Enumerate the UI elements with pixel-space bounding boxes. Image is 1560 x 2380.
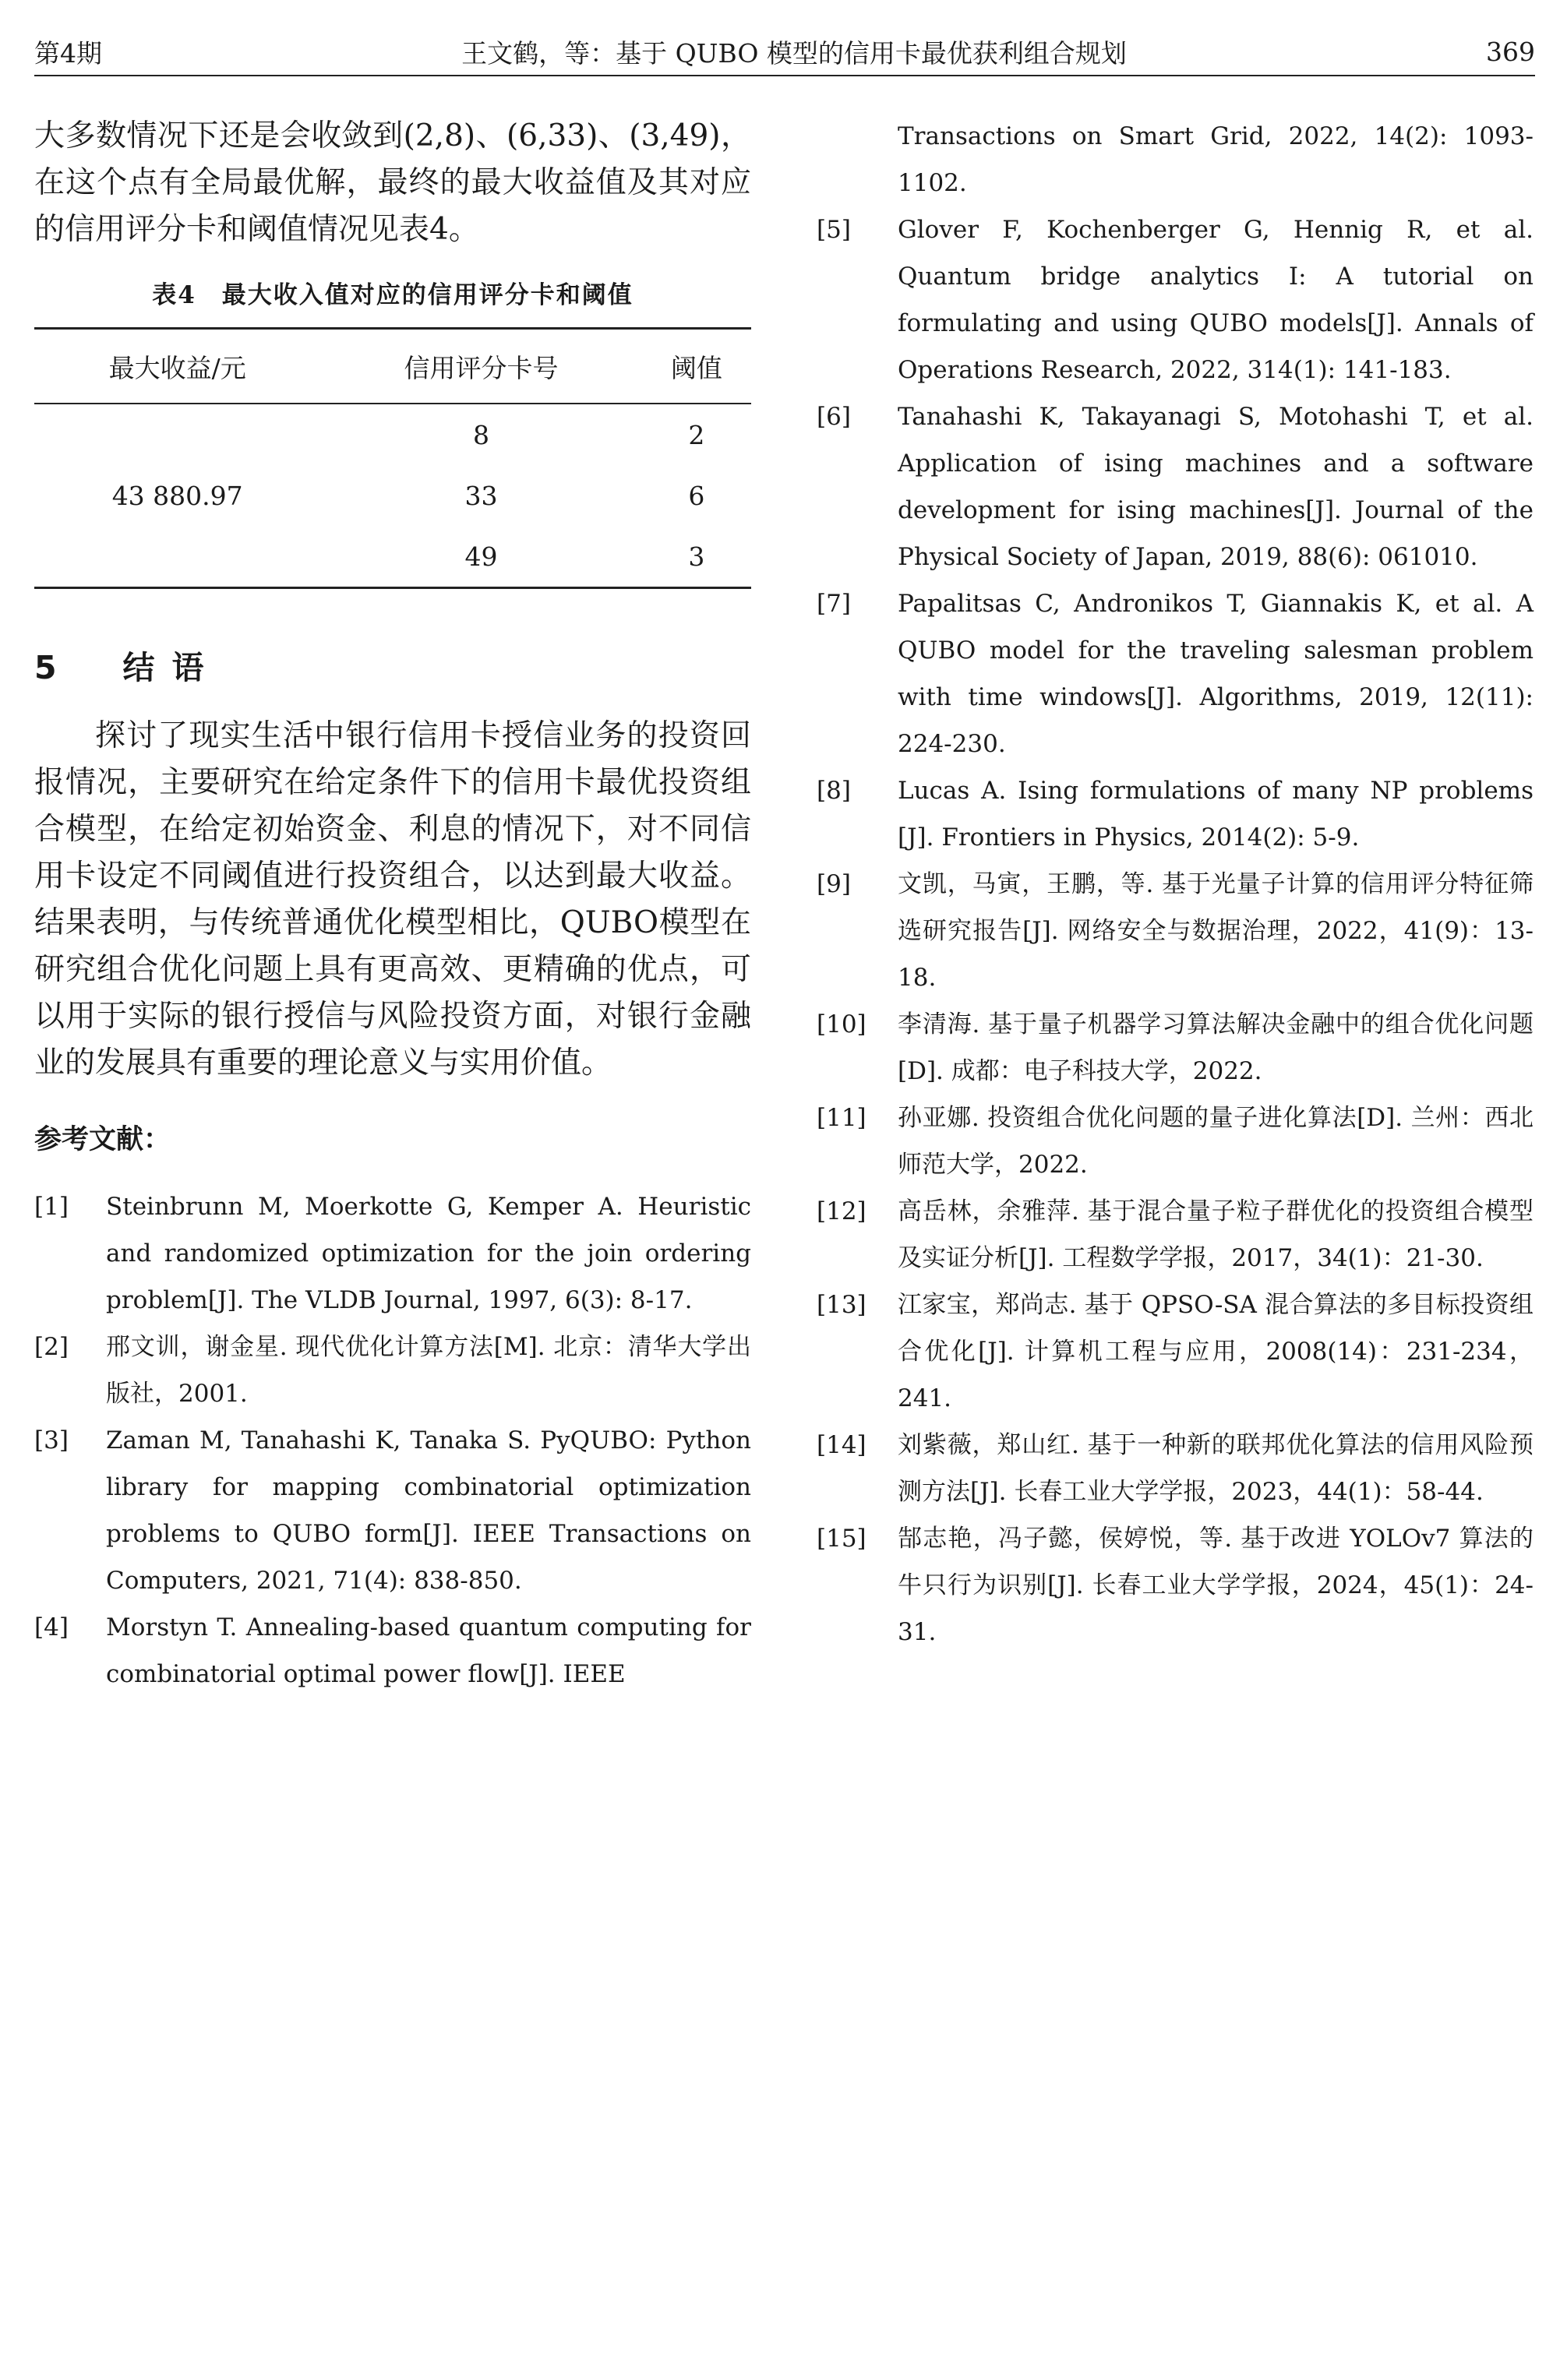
- max-profit-cell: 43 880.97: [111, 480, 243, 511]
- reference-item: [817, 1001, 1534, 1095]
- reference-item: [817, 1515, 1534, 1655]
- header-threshold: 阈值: [670, 352, 722, 383]
- section-heading: 5 结语: [34, 649, 221, 686]
- reference-number: [6]: [817, 403, 851, 431]
- issue-number: 第4期: [34, 37, 102, 69]
- reference-item: [817, 861, 1534, 1001]
- reference-item: [817, 206, 1534, 393]
- reference-number: [5]: [817, 216, 851, 244]
- reference-item: [817, 393, 1534, 580]
- reference-text: Papalitsas C, Andronikos T, Giannakis K, et al. A QUBO model for the traveling salesman problem with time windows[J]. Algorithms, 2019, 12(11): 224-230.: [898, 590, 1534, 758]
- page-header: [34, 28, 1535, 76]
- header-card-number: 信用评分卡号: [404, 352, 559, 383]
- table-row: [34, 404, 751, 465]
- reference-text: Morstyn T. Annealing-based quantum computing for combinatorial optimal power flow[J]. IEEE: [106, 1613, 751, 1688]
- reference-item: [817, 1095, 1534, 1188]
- reference-item: [34, 1417, 751, 1604]
- reference-item: [817, 1422, 1534, 1515]
- threshold-cell: 6: [688, 480, 705, 511]
- card-cell: 33: [464, 480, 498, 511]
- reference-number: [1]: [34, 1193, 69, 1221]
- page-number: 369: [1486, 36, 1535, 67]
- left-column: [34, 113, 751, 1698]
- reference-text: 江家宝，郑尚志. 基于 QPSO-SA 混合算法的多目标投资组合优化[J]. 计算机工程与应用，2008(14)：231-234，241.: [898, 1291, 1534, 1412]
- reference-number: [3]: [34, 1426, 69, 1454]
- references-heading: 参考文献：: [34, 1124, 171, 1155]
- conclusion-paragraph: 探讨了现实生活中银行信用卡授信业务的投资回报情况，主要研究在给定条件下的信用卡最优投资组合模型，在给定初始资金、利息的情况下，对不同信用卡设定不同阈值进行投资组合，以达到最大收益。结果表明，与传统普通优化模型相比，QUBO模型在研究组合优化问题上具有更高效、更精确的优点，可以用于实际的银行授信与风险投资方面，对银行金融业的发展具有重要的理论意义与实用价值。: [34, 718, 751, 1081]
- reference-text: 李清海. 基于量子机器学习算法解决金融中的组合优化问题[D]. 成都：电子科技大学，2022.: [898, 1010, 1534, 1085]
- reference-number: [13]: [817, 1291, 866, 1319]
- right-column: [817, 113, 1534, 1655]
- reference-text: 高岳林，余雅萍. 基于混合量子粒子群优化的投资组合模型及实证分析[J]. 工程数学学报，2017，34(1)：21-30.: [898, 1197, 1534, 1272]
- threshold-cell: 3: [688, 541, 705, 572]
- reference-text: Transactions on Smart Grid, 2022, 14(2): 1093-1102.: [898, 122, 1534, 197]
- reference-number: [4]: [34, 1613, 69, 1641]
- reference-text: Tanahashi K, Takayanagi S, Motohashi T, et al. Application of ising machines and a software development for ising machines[J]. Journal of the Physical Society of Japan, 2019, 88(6): 061010.: [898, 403, 1534, 571]
- reference-continuation: [817, 113, 1534, 206]
- reference-number: [14]: [817, 1431, 866, 1459]
- reference-number: [15]: [817, 1525, 866, 1553]
- card-cell: 49: [464, 541, 498, 572]
- reference-text: 郜志艳，冯子懿，侯婷悦，等. 基于改进 YOLOv7 算法的牛只行为识别[J]. 长春工业大学学报，2024，45(1)：24-31.: [898, 1525, 1534, 1646]
- reference-item: [34, 1324, 751, 1417]
- reference-item: [817, 1188, 1534, 1282]
- running-title: 王文鹤，等：基于 QUBO 模型的信用卡最优获利组合规划: [461, 37, 1127, 69]
- table-caption: 表4 最大收入值对应的信用评分卡和阈值: [152, 281, 634, 309]
- threshold-cell: 2: [688, 419, 705, 450]
- reference-number: [10]: [817, 1010, 866, 1038]
- header-max-profit: 最大收益/元: [108, 352, 246, 383]
- reference-item: [817, 580, 1534, 767]
- reference-item: [34, 1183, 751, 1324]
- reference-item: [817, 767, 1534, 861]
- reference-item: [34, 1604, 751, 1698]
- reference-text: 孙亚娜. 投资组合优化问题的量子进化算法[D]. 兰州：西北师范大学，2022.: [898, 1104, 1534, 1179]
- reference-number: [9]: [817, 870, 851, 898]
- intro-paragraph: 大多数情况下还是会收敛到(2,8)、(6,33)、(3,49)，在这个点有全局最优解，最终的最大收益值及其对应的信用评分卡和阈值情况见表4。: [34, 118, 751, 247]
- reference-number: [11]: [817, 1104, 866, 1132]
- reference-text: 刘紫薇，郑山红. 基于一种新的联邦优化算法的信用风险预测方法[J]. 长春工业大学学报，2023，44(1)：58-44.: [898, 1431, 1534, 1506]
- reference-text: Lucas A. Ising formulations of many NP problems [J]. Frontiers in Physics, 2014(2): 5-9.: [898, 777, 1534, 852]
- reference-item: [817, 1282, 1534, 1422]
- reference-text: Zaman M, Tanahashi K, Tanaka S. PyQUBO: Python library for mapping combinatorial optimization problems to QUBO form[J]. IEEE Transactions on Computers, 2021, 71(4): 838-850.: [106, 1426, 751, 1595]
- reference-text: 邢文训，谢金星. 现代优化计算方法[M]. 北京：清华大学出版社，2001.: [106, 1333, 751, 1408]
- result-table: [34, 327, 751, 589]
- reference-text: Glover F, Kochenberger G, Hennig R, et al. Quantum bridge analytics I: A tutorial on formulating and using QUBO models[J]. Annals of Operations Research, 2022, 314(1): 141-183.: [898, 216, 1534, 384]
- reference-number: [7]: [817, 590, 851, 618]
- reference-number: [2]: [34, 1333, 69, 1361]
- reference-number: [8]: [817, 777, 851, 805]
- reference-text: 文凯，马寅，王鹏，等. 基于光量子计算的信用评分特征筛选研究报告[J]. 网络安全与数据治理，2022，41(9)：13-18.: [898, 870, 1534, 992]
- card-cell: 8: [473, 419, 490, 450]
- table-header-row: [34, 329, 751, 404]
- reference-number: [12]: [817, 1197, 866, 1225]
- reference-text: Steinbrunn M, Moerkotte G, Kemper A. Heuristic and randomized optimization for the join ordering problem[J]. The VLDB Journal, 1997, 6(3): 8-17.: [106, 1193, 751, 1314]
